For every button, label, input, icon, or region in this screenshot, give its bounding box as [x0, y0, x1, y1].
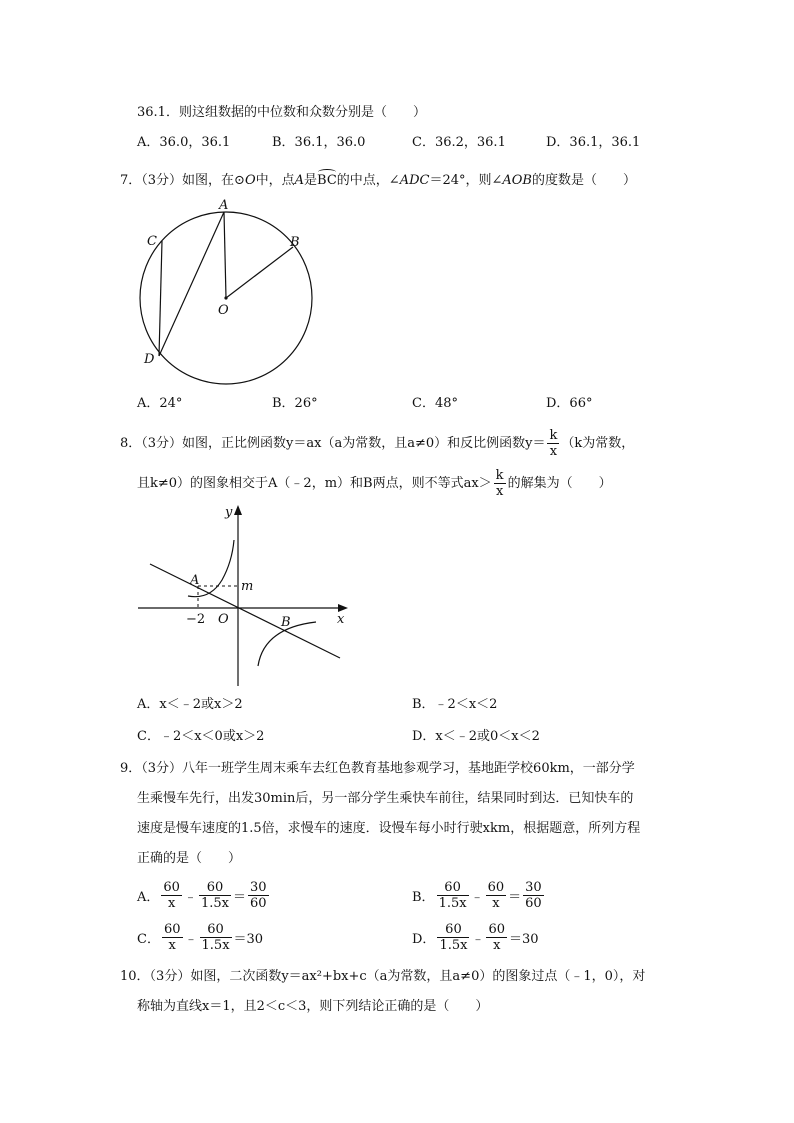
- center-dot: [224, 296, 227, 299]
- chord-cd: [159, 241, 162, 356]
- q8-option-b: B．﹣2＜x＜2: [412, 697, 498, 712]
- q10-line2: 称轴为直线x＝1，且2＜c＜3，则下列结论正确的是（ ）: [137, 999, 489, 1014]
- q6-option-d: D．36.1，36.1: [546, 135, 641, 150]
- q6-option-c: C．36.2，36.1: [412, 135, 506, 150]
- radius-oa: [224, 212, 226, 298]
- label-d: D: [144, 352, 155, 367]
- label-a: A: [219, 198, 229, 213]
- label-x: x: [337, 612, 345, 627]
- label-o: O: [218, 303, 229, 318]
- radius-ob: [226, 247, 293, 298]
- label-m: m: [241, 579, 254, 594]
- q7-option-c: C．48°: [412, 396, 458, 411]
- x-axis-arrow: [338, 604, 348, 612]
- label-y: y: [225, 505, 233, 520]
- q8-option-a: A．x＜﹣2或x＞2: [137, 697, 243, 712]
- q7-option-d: D．66°: [546, 396, 593, 411]
- fraction-k-over-x-2: $\frac{k}{x}$: [495, 468, 504, 499]
- q6-option-a: A．36.0，36.1: [137, 135, 231, 150]
- label-o: O: [218, 612, 229, 627]
- q7-circle-figure: [130, 196, 330, 392]
- q9-line1: 9．（3分）八年一班学生周末乘车去红色教育基地参观学习，基地距学校60km，一部分学: [120, 761, 635, 776]
- q10-line1: 10．（3分）如图，二次函数y＝ax²+bx+c（a为常数，且a≠0）的图象过点（﹣1，0），对: [120, 969, 646, 984]
- q9-line2: 生乘慢车先行，出发30min后，另一部分学生乘快车前往，结果同时到达．已知快车的: [137, 791, 634, 806]
- q8-option-c: C．﹣2＜x＜0或x＞2: [137, 729, 265, 744]
- q9-option-c: C． $\frac{60}{x}$ ﹣ $\frac{60}{1.5x}$ ＝30: [137, 922, 264, 953]
- q8-line1: 8．（3分）如图，正比例函数y＝ax（a为常数，且a≠0）和反比例函数y＝ $\frac{k}{x}$ （k为常数，: [120, 428, 635, 459]
- y-axis-arrow: [234, 505, 242, 515]
- q8-graph-figure: [130, 500, 360, 690]
- q7-option-a: A．24°: [137, 396, 183, 411]
- q6-continuation: 36.1．则这组数据的中位数和众数分别是（ ）: [137, 105, 426, 120]
- q9-option-a: A． $\frac{60}{x}$ ﹣ $\frac{60}{1.5x}$ ＝ $\frac{30}{60}$: [137, 880, 267, 911]
- fraction-k-over-x: $\frac{k}{x}$: [549, 428, 558, 459]
- q9-option-b: B． $\frac{60}{1.5x}$ ﹣ $\frac{60}{x}$ ＝ $\frac{30}{60}$: [412, 880, 542, 911]
- label-b: B: [281, 615, 291, 630]
- q7-stem: 7．（3分）如图，在⊙O中，点A是BC的中点，∠ADC＝24°，则∠AOB的度数是（ ）: [120, 173, 637, 188]
- label-a: A: [190, 573, 200, 588]
- q8-option-d: D．x＜﹣2或0＜x＜2: [412, 729, 540, 744]
- q9-line3: 速度是慢车速度的1.5倍，求慢车的速度．设慢车每小时行驶xkm，根据题意，所列方程: [137, 821, 641, 836]
- label-b: B: [290, 235, 300, 250]
- hyperbola-branch-2: [188, 540, 234, 597]
- q7-option-b: B．26°: [272, 396, 318, 411]
- label-neg2: −2: [186, 612, 206, 627]
- arc-bc: BC: [317, 173, 337, 188]
- q9-option-d: D． $\frac{60}{1.5x}$ ﹣ $\frac{60}{x}$ ＝30: [412, 922, 539, 953]
- q6-option-b: B．36.1，36.0: [272, 135, 366, 150]
- label-c: C: [147, 234, 157, 249]
- q8-line2: 且k≠0）的图象相交于A（﹣2，m）和B两点，则不等式ax＞ $\frac{k}{x}$ 的解集为（ ）: [137, 468, 612, 499]
- q9-line4: 正确的是（ ）: [137, 851, 242, 866]
